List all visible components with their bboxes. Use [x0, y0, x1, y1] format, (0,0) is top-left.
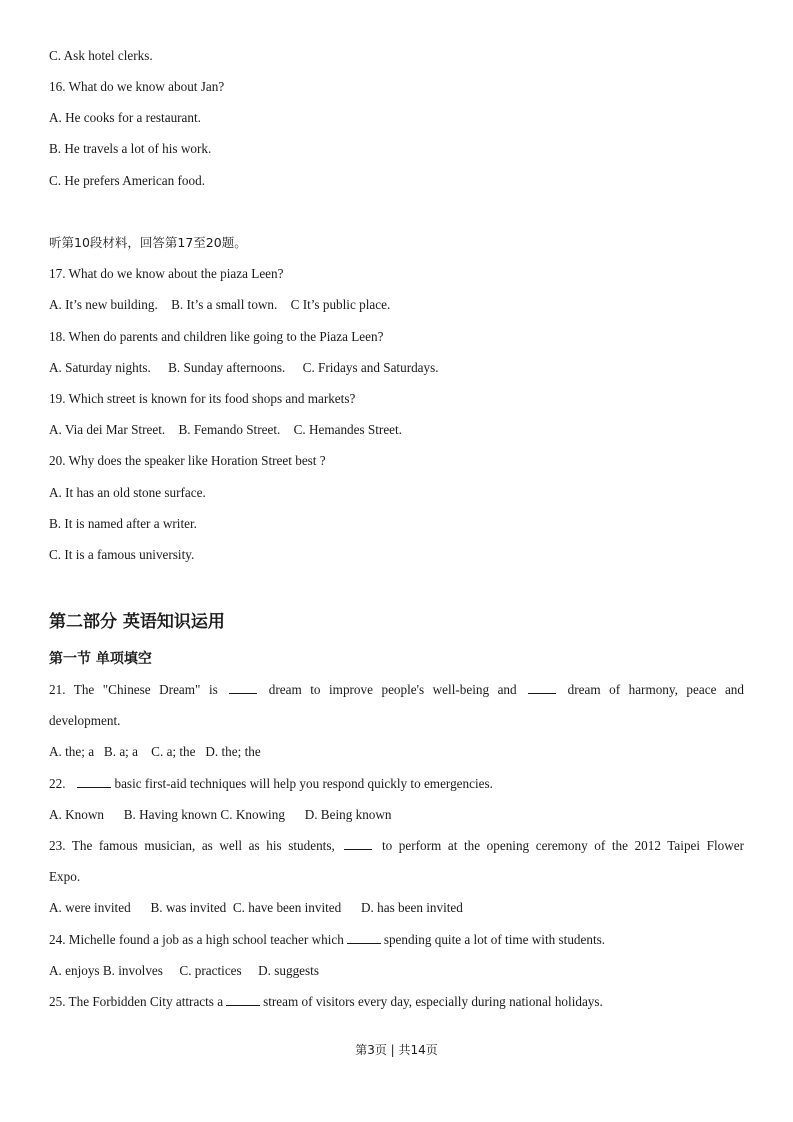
- q18-option-a: A. Saturday nights.: [49, 360, 151, 375]
- q23-continuation: Expo.: [49, 869, 81, 884]
- q15-option-c: C. Ask hotel clerks.: [49, 48, 153, 63]
- q18-question: 18. When do parents and children like going to the Piaza Leen?: [49, 329, 384, 344]
- q19-options: [49, 422, 402, 438]
- q19-option-c: C. Hemandes Street.: [293, 422, 402, 437]
- q17-options: [49, 297, 390, 313]
- q24-text-pre: 24. Michelle found a job as a high school teacher which: [49, 932, 344, 947]
- q24-question: [49, 932, 605, 948]
- q24-blank: [347, 932, 381, 944]
- part2-title: 第二部分 英语知识运用: [49, 612, 225, 632]
- q18-option-c: C. Fridays and Saturdays.: [302, 360, 439, 375]
- q20-option-b: B. It is named after a writer.: [49, 516, 197, 531]
- q16-option-b: B. He travels a lot of his work.: [49, 141, 212, 156]
- q19-option-b: B. Femando Street.: [178, 422, 281, 437]
- q20-option-a: A. It has an old stone surface.: [49, 485, 206, 500]
- q18-option-b: B. Sunday afternoons.: [168, 360, 286, 375]
- q23-text-post: to perform at the opening ceremony of the 2012 Taipei Flower: [381, 838, 745, 853]
- q22-text-pre: 22.: [49, 776, 66, 791]
- q22-text-post: basic first-aid techniques will help you respond quickly to emergencies.: [114, 776, 493, 791]
- page-footer: 第3页 | 共14页: [355, 1043, 438, 1057]
- section10-instruction: 听第10段材料，回答第17至20题。: [49, 235, 247, 250]
- q22-question: [49, 776, 493, 792]
- q22-options: A. Known B. Having known C. Knowing D. Being known: [49, 807, 392, 822]
- q20-question: 20. Why does the speaker like Horation Street best ?: [49, 453, 326, 468]
- q24-text-post: spending quite a lot of time with students.: [383, 932, 606, 947]
- q22-blank: [77, 776, 111, 788]
- q25-text-pre: 25. The Forbidden City attracts a: [49, 994, 224, 1009]
- q23-text-pre: 23. The famous musician, as well as his students,: [49, 838, 335, 853]
- q24-options: A. enjoys B. involves C. practices D. suggests: [49, 963, 319, 978]
- q19-question: 19. Which street is known for its food shops and markets?: [49, 391, 356, 406]
- q17-question: 17. What do we know about the piaza Leen?: [49, 266, 284, 281]
- q21-text-post: dream of harmony, peace and: [567, 682, 744, 697]
- q25-question: [49, 994, 603, 1010]
- section1-title: 第一节 单项填空: [49, 651, 152, 667]
- q21-text-mid: dream to improve people's well-being and: [268, 682, 517, 697]
- q17-option-b: B. It’s a small town.: [171, 297, 278, 312]
- q25-text-post: stream of visitors every day, especially during national holidays.: [263, 994, 603, 1009]
- q16-question: 16. What do we know about Jan?: [49, 79, 225, 94]
- q25-blank: [226, 994, 260, 1006]
- q23-options: A. were invited B. was invited C. have been invited D. has been invited: [49, 900, 463, 915]
- q18-options: [49, 360, 439, 376]
- q21-options: A. the; a B. a; a C. a; the D. the; the: [49, 744, 261, 759]
- q21-continuation: development.: [49, 713, 121, 728]
- q23-question: [49, 838, 744, 854]
- q23-blank: [344, 838, 372, 850]
- q17-option-c: C It’s public place.: [290, 297, 391, 312]
- q17-option-a: A. It’s new building.: [49, 297, 158, 312]
- q20-option-c: C. It is a famous university.: [49, 547, 195, 562]
- q16-option-a: A. He cooks for a restaurant.: [49, 110, 201, 125]
- q16-option-c: C. He prefers American food.: [49, 173, 205, 188]
- q21-blank-2: [528, 682, 556, 694]
- q21-text-pre: 21. The "Chinese Dream" is: [49, 682, 218, 697]
- q21-question: [49, 682, 744, 698]
- q19-option-a: A. Via dei Mar Street.: [49, 422, 166, 437]
- q21-blank-1: [229, 682, 257, 694]
